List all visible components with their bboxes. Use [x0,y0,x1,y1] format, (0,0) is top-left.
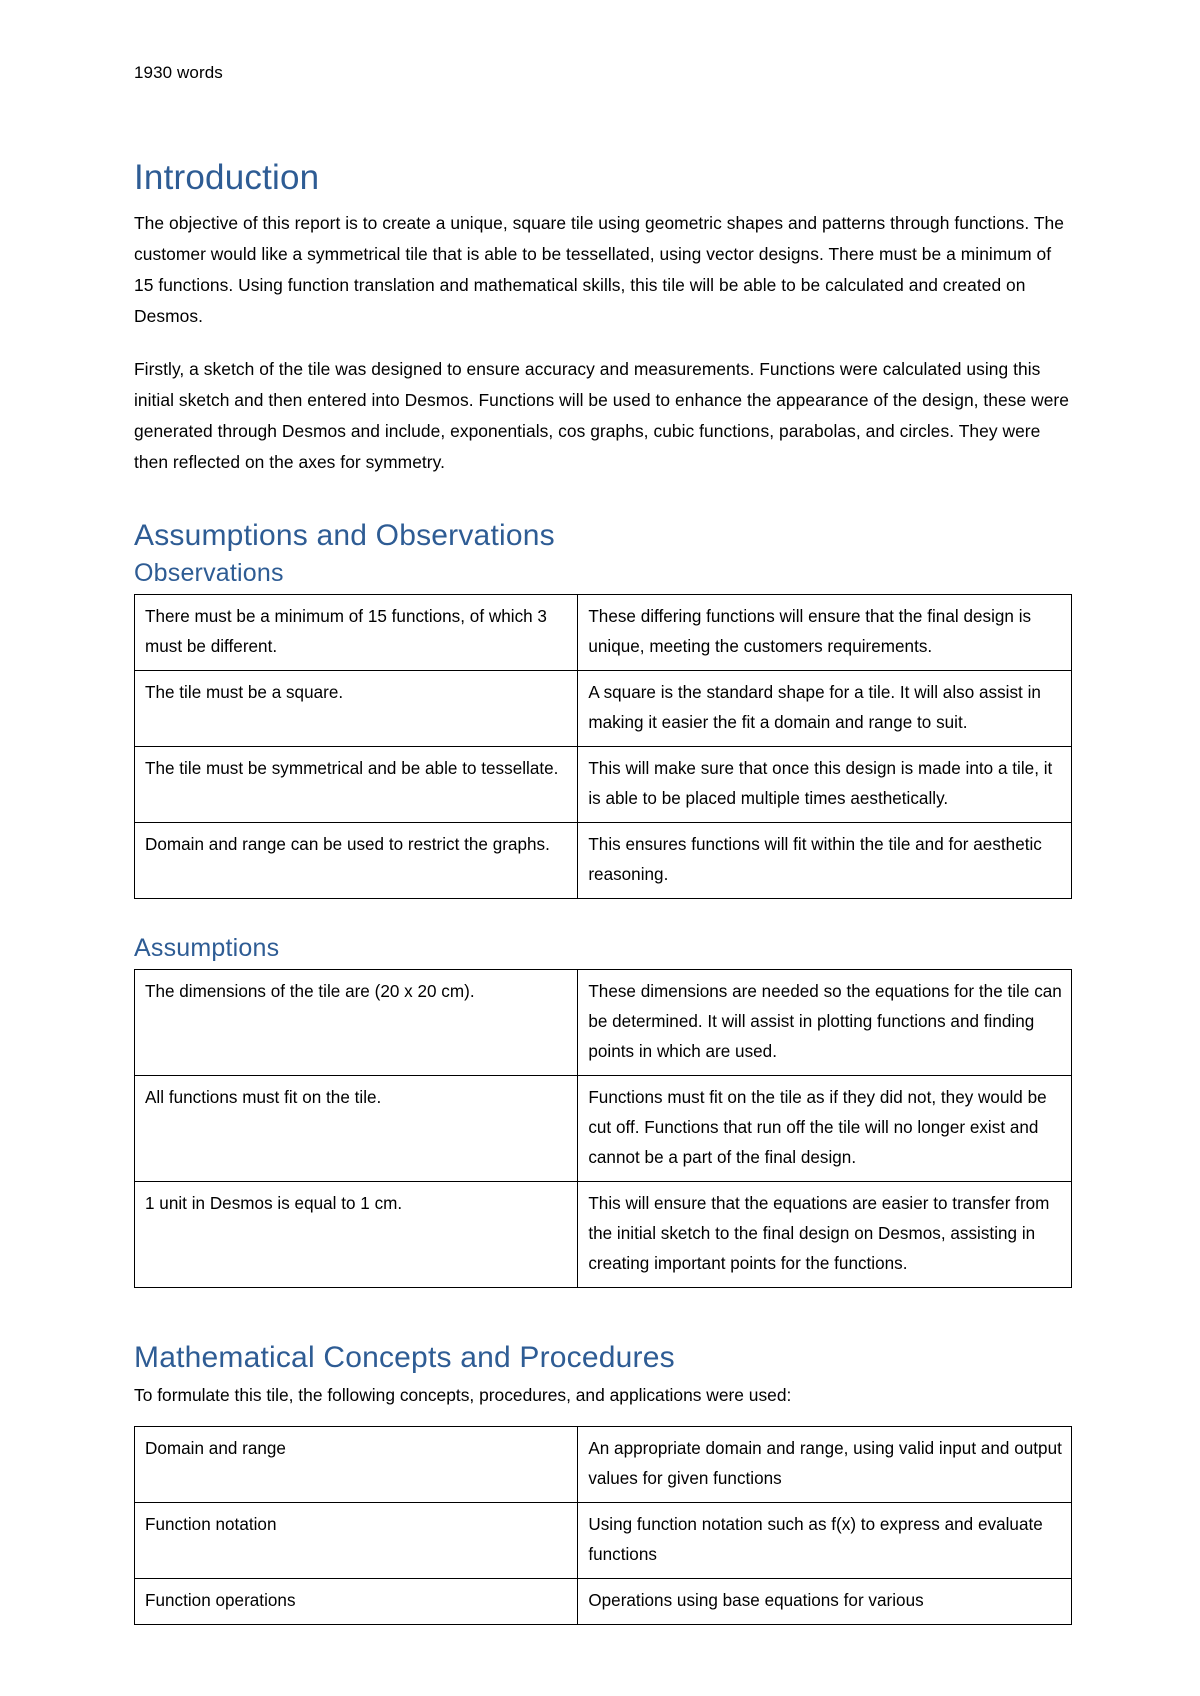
table-row [135,1076,1072,1182]
table-row [135,671,1072,747]
mathematical-concepts-intro: To formulate this tile, the following concepts, procedures, and applications were used: [134,1385,792,1406]
table-row [135,1503,1072,1579]
assumption-statement: All functions must fit on the tile. [135,1076,578,1182]
table-row [135,595,1072,671]
table-row [135,1182,1072,1288]
concept-name: Domain and range [135,1427,578,1503]
table-row [135,823,1072,899]
table-row [135,1427,1072,1503]
observation-statement: The tile must be symmetrical and be able to tessellate. [135,747,578,823]
heading-observations: Observations [134,559,284,588]
concept-description: Using function notation such as f(x) to express and evaluate functions [578,1503,1072,1579]
table-row [135,747,1072,823]
table-row [135,1579,1072,1625]
observation-statement: There must be a minimum of 15 functions, of which 3 must be different. [135,595,578,671]
assumptions-table [134,969,1072,1288]
spacer [134,500,1072,518]
assumption-reason: Functions must fit on the tile as if they did not, they would be cut off. Functions that run off the tile will no longer exist and cannot be a part of the final design. [578,1076,1072,1182]
observation-statement: Domain and range can be used to restrict the graphs. [135,823,578,899]
observations-table [134,594,1072,899]
observation-reason: These differing functions will ensure that the final design is unique, meeting the customers requirements. [578,595,1072,671]
spacer [134,899,1072,933]
observation-reason: This will make sure that once this design is made into a tile, it is able to be placed multiple times aesthetically. [578,747,1072,823]
concept-name: Function operations [135,1579,578,1625]
spacer [134,1288,1072,1340]
table-row [135,970,1072,1076]
assumption-reason: This will ensure that the equations are easier to transfer from the initial sketch to the final design on Desmos, assisting in creating important points for the functions. [578,1182,1072,1288]
heading-introduction: Introduction [134,158,320,198]
introduction-paragraph-1: The objective of this report is to create a unique, square tile using geometric shapes and patterns through functions. The customer would like a symmetrical tile that is able to be tessellated, using vector designs. There must be a minimum of 15 functions. Using function translation and mathematical skills, this tile will be able to be calculated and created on Desmos. [134,213,1064,327]
observation-statement: The tile must be a square. [135,671,578,747]
concept-name: Function notation [135,1503,578,1579]
observation-reason: A square is the standard shape for a tile. It will also assist in making it easier the fit a domain and range to suit. [578,671,1072,747]
concept-description: Operations using base equations for various [578,1579,1072,1625]
observation-reason: This ensures functions will fit within the tile and for aesthetic reasoning. [578,823,1072,899]
assumption-statement: The dimensions of the tile are (20 x 20 cm). [135,970,578,1076]
heading-assumptions: Assumptions [134,934,280,963]
word-count-label: 1930 words [134,63,223,82]
assumption-statement: 1 unit in Desmos is equal to 1 cm. [135,1182,578,1288]
heading-mathematical-concepts-and-procedures: Mathematical Concepts and Procedures [134,1341,675,1375]
assumption-reason: These dimensions are needed so the equations for the tile can be determined. It will assist in plotting functions and finding points in which are used. [578,970,1072,1076]
concept-description: An appropriate domain and range, using valid input and output values for given functions [578,1427,1072,1503]
heading-assumptions-and-observations: Assumptions and Observations [134,519,555,553]
mathematical-concepts-table [134,1426,1072,1625]
introduction-paragraph-2: Firstly, a sketch of the tile was designed to ensure accuracy and measurements. Functions were calculated using this initial sketch and then entered into Desmos. Functions will be used to enhance the appearance of the design, these were generated through Desmos and include, exponentials, cos graphs, cubic functions, parabolas, and circles. They were then reflected on the axes for symmetry. [134,359,1069,473]
